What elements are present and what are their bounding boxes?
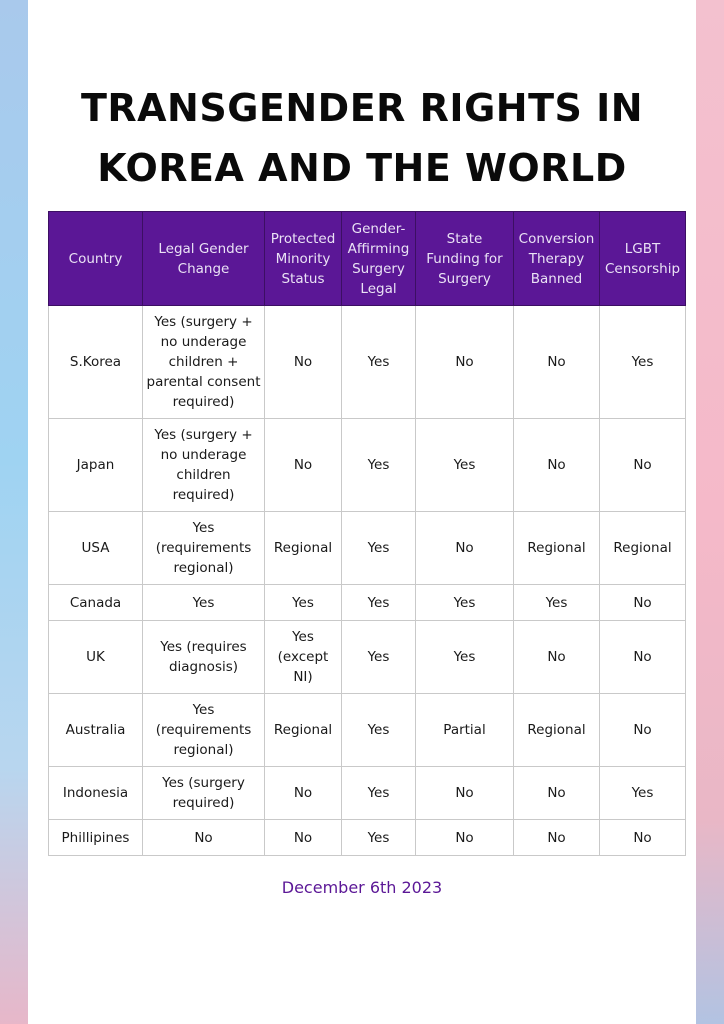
cell-protected-minority-status: No: [265, 419, 342, 512]
header-protected-minority-status: Protected Minority Status: [265, 212, 342, 306]
cell-lgbt-censorship: Yes: [600, 306, 686, 419]
cell-state-funding: No: [416, 306, 514, 419]
cell-protected-minority-status: No: [265, 306, 342, 419]
table-header-row: [49, 212, 686, 306]
cell-conversion-therapy-banned: No: [514, 621, 600, 694]
cell-legal-gender-change: Yes (requires diagnosis): [143, 621, 265, 694]
header-conversion-therapy-banned: Conversion Therapy Banned: [514, 212, 600, 306]
cell-lgbt-censorship: No: [600, 820, 686, 856]
title-line-1: TRANSGENDER RIGHTS IN: [80, 86, 644, 130]
cell-lgbt-censorship: No: [600, 585, 686, 621]
cell-protected-minority-status: Yes: [265, 585, 342, 621]
cell-conversion-therapy-banned: No: [514, 820, 600, 856]
header-lgbt-censorship: LGBT Censorship: [600, 212, 686, 306]
header-state-funding: State Funding for Surgery: [416, 212, 514, 306]
cell-country: Australia: [49, 694, 143, 767]
table-row: [49, 621, 686, 694]
cell-surgery-legal: Yes: [342, 820, 416, 856]
cell-surgery-legal: Yes: [342, 585, 416, 621]
cell-surgery-legal: Yes: [342, 767, 416, 820]
cell-legal-gender-change: Yes (surgery + no underage children + parental consent required): [143, 306, 265, 419]
table-row: [49, 512, 686, 585]
cell-state-funding: Yes: [416, 585, 514, 621]
cell-country: Canada: [49, 585, 143, 621]
cell-lgbt-censorship: Regional: [600, 512, 686, 585]
cell-legal-gender-change: Yes (surgery + no underage children required): [143, 419, 265, 512]
cell-protected-minority-status: Regional: [265, 694, 342, 767]
cell-legal-gender-change: Yes (requirements regional): [143, 512, 265, 585]
table-row: [49, 585, 686, 621]
right-gradient-stripe: [696, 0, 724, 1024]
cell-conversion-therapy-banned: No: [514, 306, 600, 419]
cell-protected-minority-status: No: [265, 767, 342, 820]
page-title: [28, 78, 696, 198]
cell-lgbt-censorship: No: [600, 694, 686, 767]
cell-legal-gender-change: Yes (requirements regional): [143, 694, 265, 767]
cell-lgbt-censorship: Yes: [600, 767, 686, 820]
header-country: Country: [49, 212, 143, 306]
cell-country: USA: [49, 512, 143, 585]
cell-surgery-legal: Yes: [342, 694, 416, 767]
cell-conversion-therapy-banned: Regional: [514, 512, 600, 585]
table-row: [49, 767, 686, 820]
cell-country: Phillipines: [49, 820, 143, 856]
header-legal-gender-change: Legal Gender Change: [143, 212, 265, 306]
cell-state-funding: Yes: [416, 621, 514, 694]
cell-country: S.Korea: [49, 306, 143, 419]
cell-lgbt-censorship: No: [600, 419, 686, 512]
table-row: [49, 820, 686, 856]
cell-surgery-legal: Yes: [342, 512, 416, 585]
cell-state-funding: No: [416, 767, 514, 820]
cell-country: UK: [49, 621, 143, 694]
cell-protected-minority-status: Regional: [265, 512, 342, 585]
cell-lgbt-censorship: No: [600, 621, 686, 694]
cell-conversion-therapy-banned: No: [514, 767, 600, 820]
cell-country: Indonesia: [49, 767, 143, 820]
left-gradient-stripe: [0, 0, 28, 1024]
cell-legal-gender-change: Yes: [143, 585, 265, 621]
table-row: [49, 306, 686, 419]
cell-country: Japan: [49, 419, 143, 512]
cell-state-funding: No: [416, 820, 514, 856]
cell-conversion-therapy-banned: Regional: [514, 694, 600, 767]
cell-state-funding: No: [416, 512, 514, 585]
cell-surgery-legal: Yes: [342, 419, 416, 512]
cell-conversion-therapy-banned: No: [514, 419, 600, 512]
cell-state-funding: Partial: [416, 694, 514, 767]
cell-surgery-legal: Yes: [342, 306, 416, 419]
header-surgery-legal: Gender-Affirming Surgery Legal: [342, 212, 416, 306]
table-row: [49, 419, 686, 512]
date-footer: December 6th 2023: [281, 878, 443, 897]
cell-protected-minority-status: No: [265, 820, 342, 856]
cell-legal-gender-change: No: [143, 820, 265, 856]
title-line-2: KOREA AND THE WORLD: [97, 146, 627, 190]
cell-legal-gender-change: Yes (surgery required): [143, 767, 265, 820]
rights-table: [48, 211, 686, 856]
cell-state-funding: Yes: [416, 419, 514, 512]
cell-protected-minority-status: Yes (except NI): [265, 621, 342, 694]
table-row: [49, 694, 686, 767]
cell-surgery-legal: Yes: [342, 621, 416, 694]
cell-conversion-therapy-banned: Yes: [514, 585, 600, 621]
